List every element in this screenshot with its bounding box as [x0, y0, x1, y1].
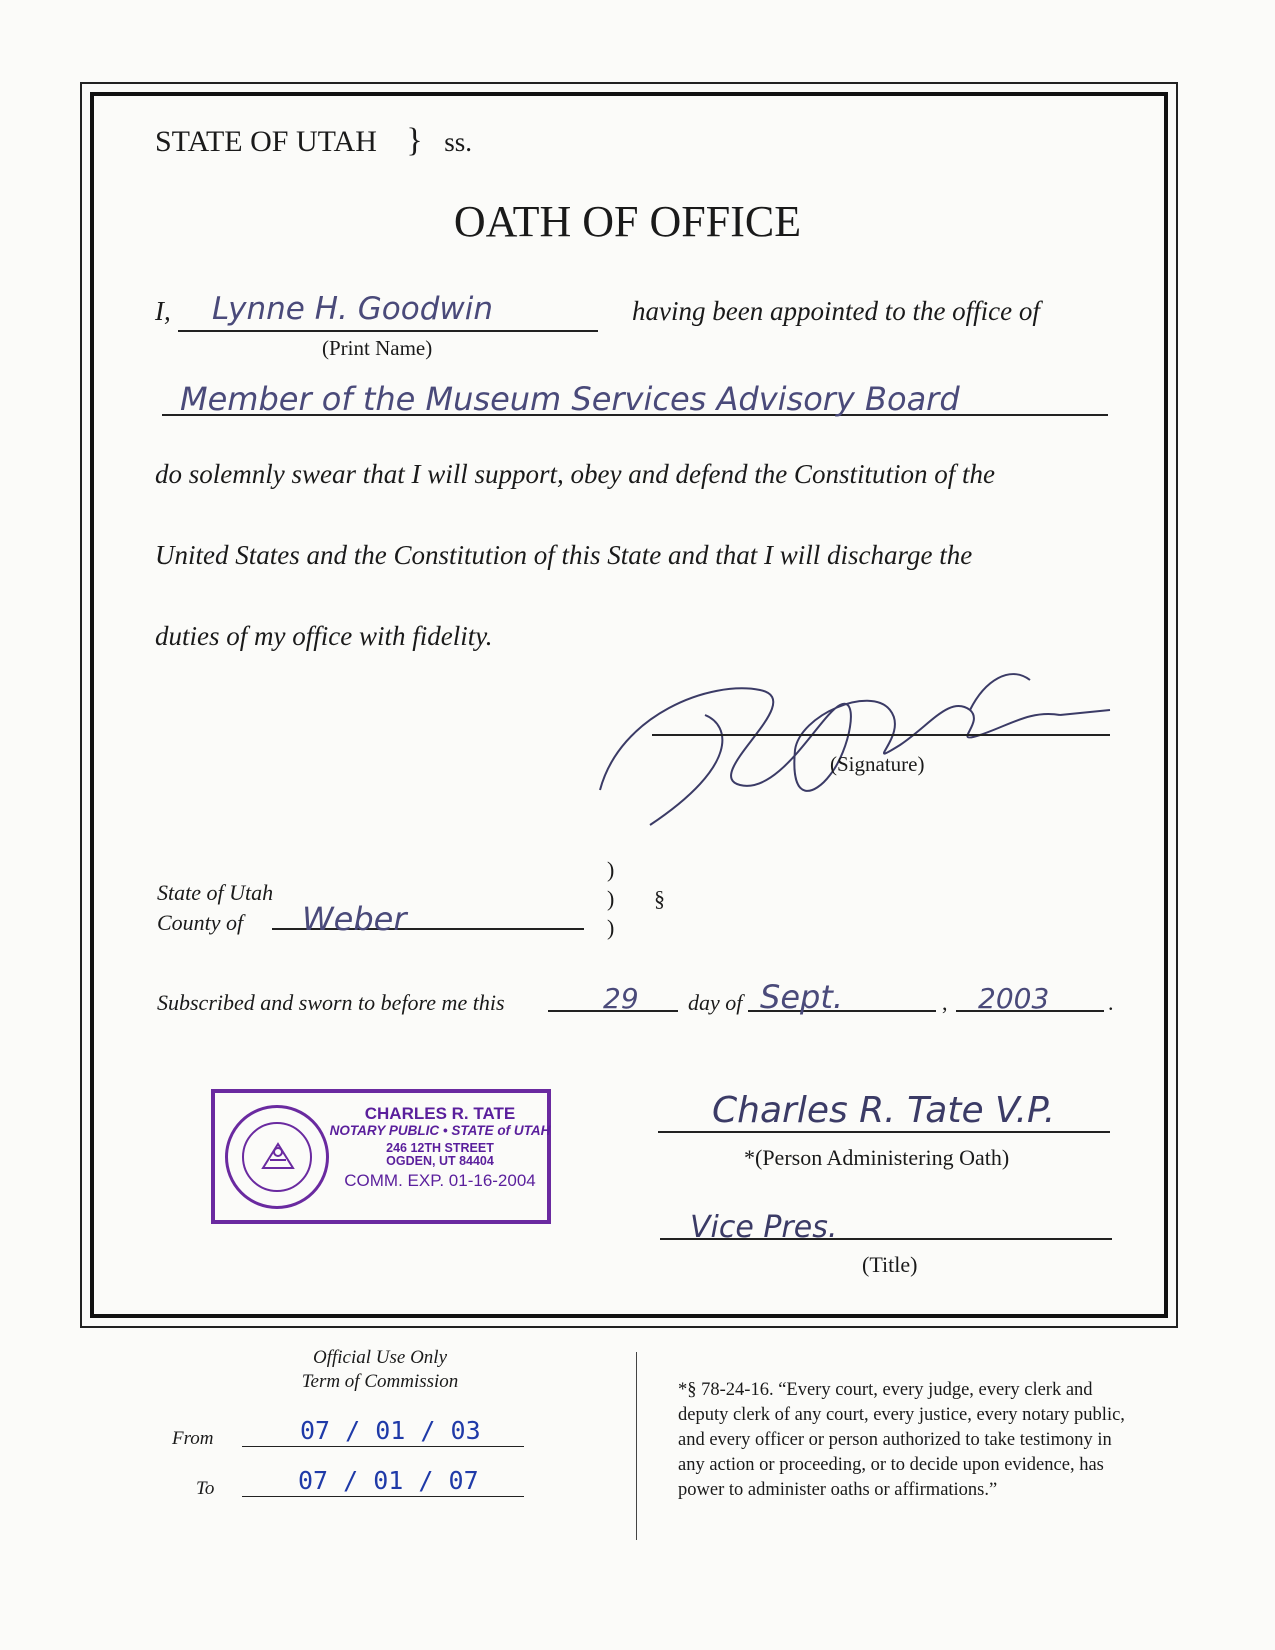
- notary-title: NOTARY PUBLIC • STATE of UTAH: [329, 1122, 551, 1138]
- statute-line-3: and every officer or person authorized to take testimony in: [678, 1430, 1112, 1450]
- administering-signature: Charles R. Tate V.P.: [712, 1090, 1056, 1131]
- venue-state: State of Utah: [157, 880, 274, 905]
- venue-paren-3: ): [607, 915, 615, 940]
- footer-divider: [636, 1352, 637, 1540]
- signature-label: (Signature): [830, 752, 925, 776]
- from-line: [242, 1446, 524, 1447]
- venue-paren-1: ): [607, 857, 615, 882]
- having-text: having been appointed to the office of: [632, 296, 1040, 326]
- name-line: [178, 330, 598, 332]
- oath-signature-icon: [590, 655, 1120, 830]
- day-value: 29: [603, 982, 639, 1015]
- seal-icon: [225, 1105, 329, 1209]
- statute-line-4: any action or proceeding, or to decide upon evidence, has: [678, 1455, 1104, 1475]
- comma: ,: [942, 990, 948, 1015]
- venue-paren-2: ): [607, 886, 615, 911]
- signature-line: [652, 734, 1110, 736]
- year-value: 2003: [978, 982, 1050, 1015]
- oath-line-3: duties of my office with fidelity.: [155, 621, 493, 651]
- statute-note: [678, 1378, 1125, 1503]
- state-header: [155, 122, 472, 160]
- notary-stamp: [211, 1089, 551, 1224]
- office-value: Member of the Museum Services Advisory Board: [180, 380, 960, 418]
- title-label: (Title): [862, 1252, 918, 1277]
- title-value: Vice Pres.: [690, 1210, 838, 1245]
- to-label: To: [196, 1478, 215, 1499]
- administering-label: *(Person Administering Oath): [744, 1145, 1010, 1170]
- day-of-label: day of: [688, 990, 743, 1015]
- document-title: OATH OF OFFICE: [453, 197, 802, 246]
- oath-line-2: United States and the Constitution of this State and that I will discharge the: [155, 540, 973, 570]
- to-line: [242, 1496, 524, 1497]
- term-heading: Term of Commission: [301, 1371, 459, 1392]
- brace: }: [406, 122, 423, 159]
- i-label: I,: [155, 296, 171, 326]
- statute-line-2: deputy clerk of any court, every justice, every notary public,: [678, 1405, 1125, 1425]
- period: .: [1108, 990, 1114, 1015]
- oath-line-1: do solemnly swear that I will support, obey and defend the Constitution of the: [155, 459, 995, 489]
- notary-name: CHARLES R. TATE: [364, 1104, 516, 1123]
- to-value: 07 / 01 / 07: [298, 1466, 479, 1495]
- from-label: From: [172, 1428, 214, 1449]
- statute-line-5: power to administer oaths or affirmations.”: [678, 1480, 998, 1500]
- from-value: 07 / 01 / 03: [300, 1416, 481, 1445]
- print-name-label: (Print Name): [322, 336, 433, 360]
- notary-city: OGDEN, UT 84404: [386, 1154, 494, 1169]
- administering-line: [658, 1131, 1110, 1133]
- state-label: STATE OF UTAH: [155, 125, 377, 158]
- section-symbol: §: [654, 886, 665, 911]
- title-line: [660, 1238, 1112, 1240]
- county-value: Weber: [302, 900, 407, 938]
- official-use-heading: Official Use Only: [312, 1347, 448, 1368]
- notary-street: 246 12TH STREET: [386, 1140, 494, 1155]
- notary-expiration: COMM. EXP. 01-16-2004: [344, 1171, 536, 1191]
- name-value: Lynne H. Goodwin: [212, 291, 493, 327]
- month-value: Sept.: [760, 978, 844, 1016]
- statute-line-1: *§ 78-24-16. “Every court, every judge, every clerk and: [678, 1380, 1093, 1400]
- ss-label: ss.: [444, 127, 472, 157]
- venue-county-label: County of: [157, 910, 244, 935]
- subscribed-prefix: Subscribed and sworn to before me this: [157, 990, 505, 1015]
